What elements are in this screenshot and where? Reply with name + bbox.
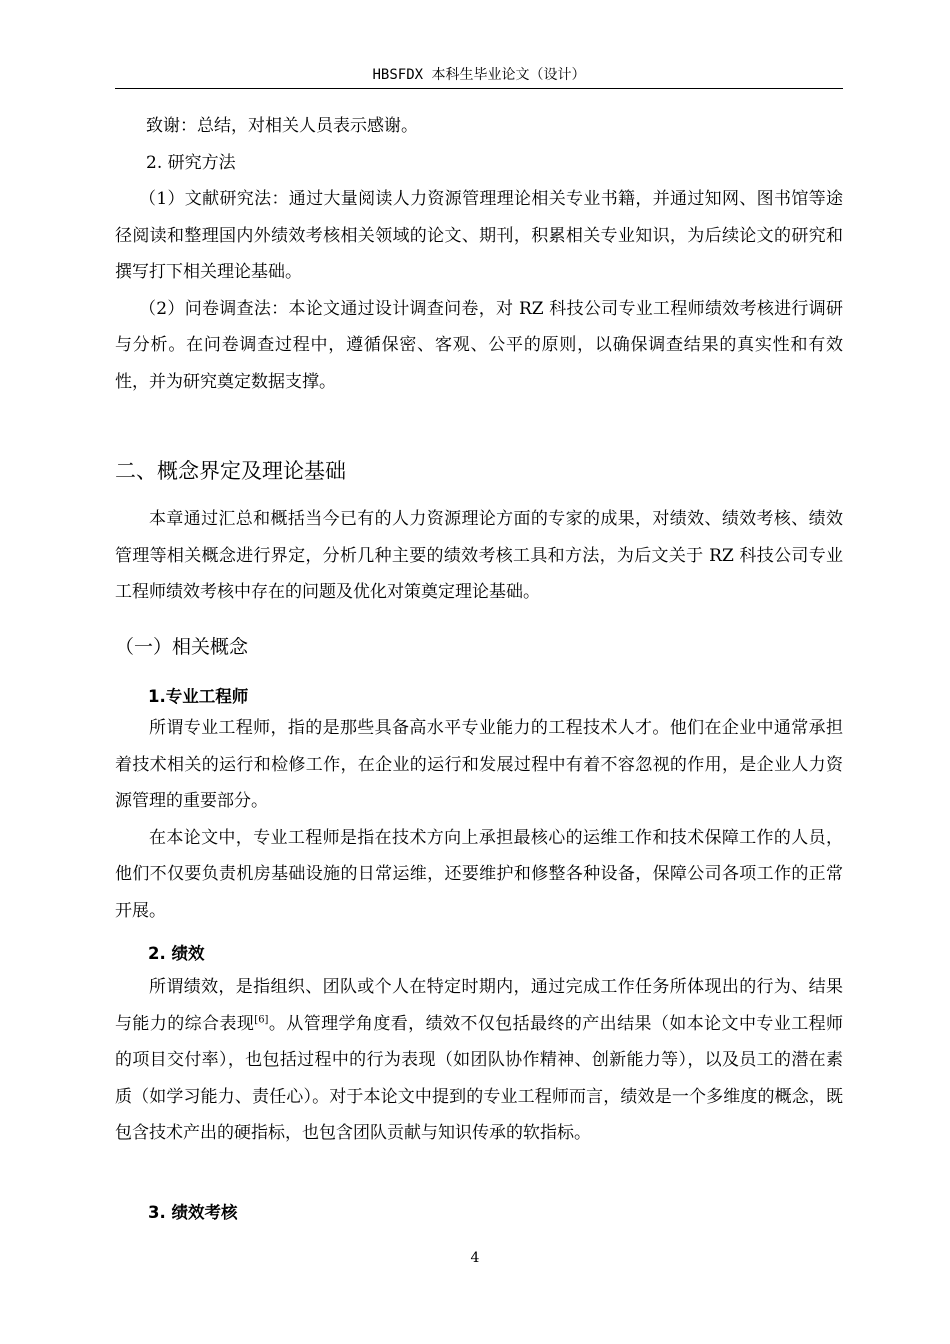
performance-paragraph: [115, 969, 843, 1152]
engineer-block: [115, 710, 843, 929]
methods-heading: 2. 研究方法: [146, 152, 236, 173]
performance-block: [115, 969, 843, 1152]
intro-block: [115, 108, 843, 400]
performance-text-b: 。从管理学角度看，绩效不仅包括最终的产出结果（如本论文中专业工程师的项目交付率），也包括过程中的行为表现（如团队协作精神、创新能力等），以及员工的潜在素质（如学习能力、责任心）。对于本论文中提到的专业工程师而言，绩效是一个多维度的概念，既包含技术产出的硬指标，也包含团队贡献与知识传承的软指标。: [115, 1013, 844, 1143]
thanks-paragraph: 致谢：总结，对相关人员表示感谢。: [146, 116, 418, 136]
header-title: HBSFDX 本科生毕业论文（设计）: [372, 67, 586, 83]
citation-ref: [6]: [254, 1013, 269, 1025]
method-literature-paragraph: （1）文献研究法：通过大量阅读人力资源管理理论相关专业书籍，并通过知网、图书馆等途径阅读和整理国内外绩效考核相关领域的论文、期刊，积累相关专业知识，为后续论文的研究和撰写打下相关理论基础。: [115, 189, 843, 282]
chapter-title: 二、概念界定及理论基础: [115, 459, 346, 483]
page-header: [115, 64, 843, 89]
subsection-title-engineer: 1.专业工程师: [148, 687, 249, 706]
page-number: 4: [470, 1250, 480, 1266]
subsection-title-performance: 2. 绩效: [148, 944, 205, 963]
chapter-intro-paragraph: 本章通过汇总和概括当今已有的人力资源理论方面的专家的成果，对绩效、绩效考核、绩效管理等相关概念进行界定，分析几种主要的绩效考核工具和方法，为后文关于 RZ 科技公司专业工程师绩效考核中存在的问题及优化对策奠定理论基础。: [115, 509, 843, 602]
engineer-paragraph-2: 在本论文中，专业工程师是指在技术方向上承担最核心的运维工作和技术保障工作的人员，他们不仅要负责机房基础设施的日常运维，还要维护和修整各种设备，保障公司各项工作的正常开展。: [115, 827, 843, 921]
engineer-paragraph-1: 所谓专业工程师，指的是那些具备高水平专业能力的工程技术人才。他们在企业中通常承担着技术相关的运行和检修工作，在企业的运行和发展过程中有着不容忽视的作用，是企业人力资源管理的重要部分。: [115, 718, 843, 811]
chapter-intro-block: [115, 501, 843, 611]
section-title: （一）相关概念: [115, 636, 249, 658]
subsection-title-appraisal: 3. 绩效考核: [148, 1203, 238, 1222]
performance-text-a: 所谓绩效，是指组织、团队或个人在特定时期内，通过完成工作任务所体现出的行为、结果与能力的综合表现: [115, 977, 843, 1034]
method-survey-paragraph: （2）问卷调查法：本论文通过设计调查问卷，对 RZ 科技公司专业工程师绩效考核进行调研与分析。在问卷调查过程中，遵循保密、客观、公平的原则，以确保调查结果的真实性和有效性，并为研究奠定数据支撑。: [115, 298, 843, 392]
